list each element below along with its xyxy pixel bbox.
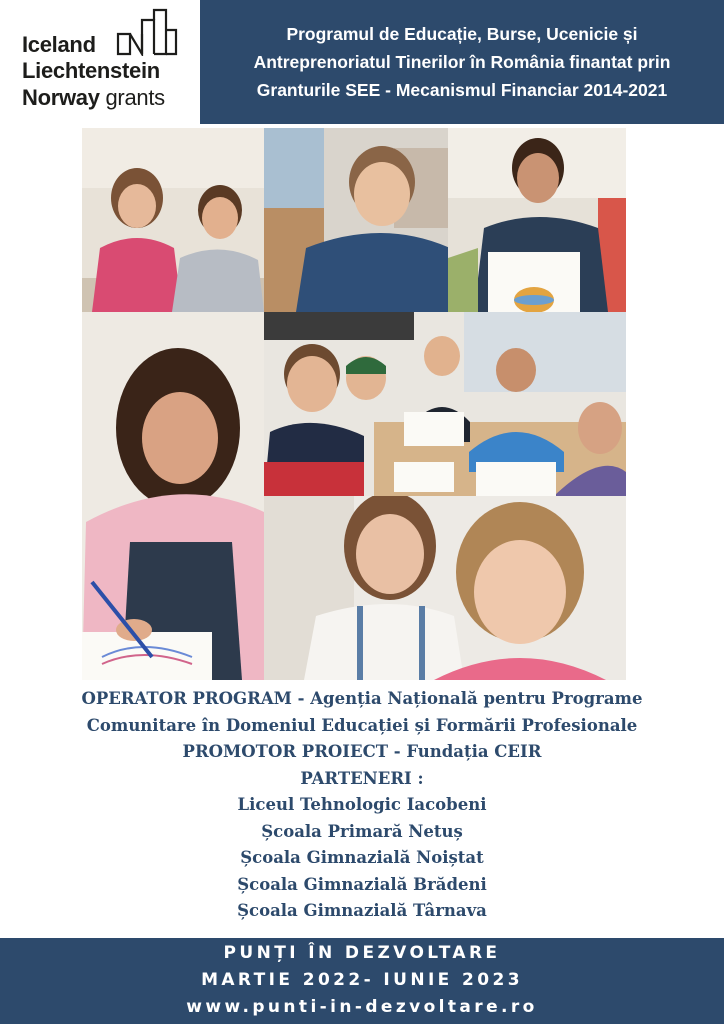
logo-norway: Norway <box>22 85 100 110</box>
footer-banner <box>0 938 724 1024</box>
photo-two-smiling-girls <box>264 496 626 680</box>
partner-item: Liceul Tehnologic Iacobeni <box>237 795 487 814</box>
logo-grants: grants <box>105 85 165 110</box>
partner-item: Școala Primară Netuș <box>261 821 463 841</box>
partners-heading: PARTENERI : <box>300 768 424 788</box>
project-name: PUNȚI ÎN DEZVOLTARE <box>223 943 501 963</box>
project-period: MARTIE 2022- IUNIE 2023 <box>201 970 523 990</box>
logo-liechtenstein: Liechtenstein <box>22 58 160 83</box>
header-banner <box>200 0 724 124</box>
program-title <box>250 20 675 104</box>
partner-item: Școala Gimnazială Noiștat <box>240 848 484 867</box>
operator-line-1: OPERATOR PROGRAM - Agenția Națională pentru Programe <box>81 689 643 708</box>
eea-grants-logo-mark-icon <box>116 8 178 56</box>
operator-line-2: Comunitare în Domeniul Educației și Formării Profesionale <box>86 715 638 735</box>
program-title-line-2: Antreprenoriatul Tinerilor în România finantat prin <box>253 52 671 72</box>
project-credits <box>0 686 724 925</box>
partner-item: Școala Gimnazială Brădeni <box>237 874 487 894</box>
partner-item: Școala Gimnazială Târnava <box>237 901 487 920</box>
program-title-line-3: Granturile SEE - Mecanismul Financiar 2014-2021 <box>256 80 668 100</box>
project-website-link[interactable]: www.punti-in-dezvoltare.ro <box>186 997 538 1017</box>
program-title-line-1: Programul de Educație, Burse, Ucenicie și <box>286 24 638 44</box>
photo-group-of-boys-at-table <box>264 312 626 496</box>
logo-norway-grants <box>22 85 165 111</box>
photo-girl-drawing <box>82 312 264 680</box>
logo-iceland: Iceland <box>22 32 96 57</box>
photo-girl-with-easter-drawing <box>448 128 626 312</box>
photo-two-girls-boy-at-desk <box>82 128 264 312</box>
photo-boy-blue-hoodie <box>264 128 448 312</box>
eea-grants-logo <box>0 0 200 126</box>
promotor-line: PROMOTOR PROIECT - Fundația CEIR <box>182 742 542 761</box>
